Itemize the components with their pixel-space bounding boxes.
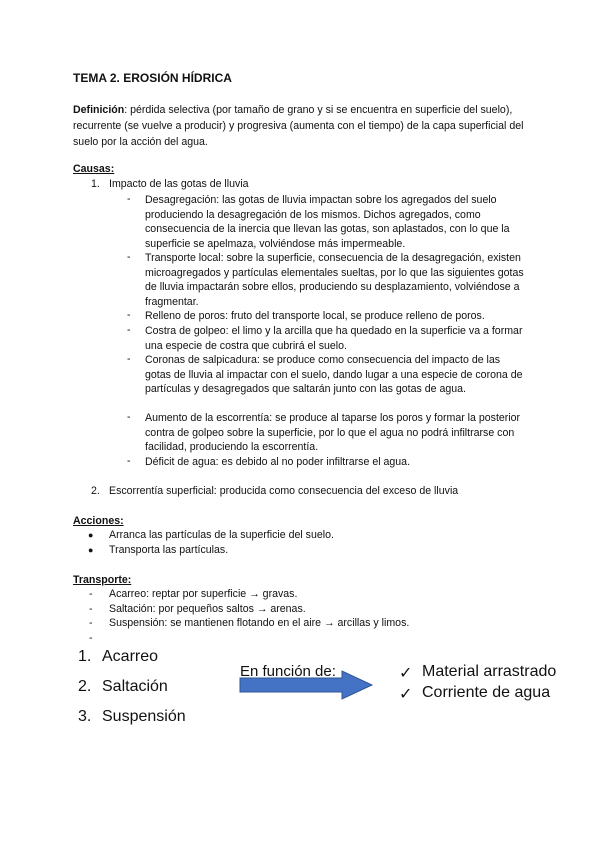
causas-item2-number: 2. bbox=[91, 485, 100, 497]
arrow-label: En función de: bbox=[240, 663, 336, 680]
causas-item2-text: Escorrentía superficial: producida como consecuencia del exceso de lluvia bbox=[109, 485, 459, 497]
figure-list-number: 1. bbox=[78, 648, 92, 665]
subitem-dash: - bbox=[127, 411, 131, 423]
causas-item1-number: 1. bbox=[91, 178, 100, 190]
acciones-item: Arranca las partículas de la superficie del suelo. bbox=[109, 529, 334, 541]
transporte-dash: - bbox=[89, 617, 93, 629]
subitem-dash: - bbox=[127, 353, 131, 365]
subitem-deficit-agua: Déficit de agua: es debido al no poder infiltrarse el agua. bbox=[145, 456, 411, 468]
subitem-desagregacion: Desagregación: las gotas de lluvia impactan sobre los agregados del suelo produciendo la desagregación de los mismos. Dichos agregados, como consecuencia de la inercia que llevan las gotas, son aplastados, con lo que la superficie se apelmaza, volviéndose más impermeable. bbox=[145, 194, 510, 250]
transporte-dash: - bbox=[89, 632, 93, 644]
causas-item1-text: Impacto de las gotas de lluvia bbox=[109, 178, 249, 190]
transporte-heading: Transporte: bbox=[73, 574, 132, 586]
subitem-dash: - bbox=[127, 251, 131, 263]
subitem-dash: - bbox=[127, 193, 131, 205]
subitem-transporte-local: Transporte local: sobre la superficie, consecuencia de la desagregación, existen microagregados y partículas elementales sueltas, por lo que las siguientes gotas de lluvia impactarán sobre ellos, produciendo su desplazamiento, volviéndose a fragmentar. bbox=[145, 252, 524, 308]
figure-list-acarreo: Acarreo bbox=[102, 648, 159, 665]
figure-list-saltacion: Saltación bbox=[102, 678, 168, 695]
bullet-icon: ● bbox=[88, 530, 94, 540]
figure-list-number: 3. bbox=[78, 708, 92, 725]
transporte-item-saltacion: Saltación: por pequeños saltos → arenas. bbox=[109, 603, 306, 615]
figure-list-suspension: Suspensión bbox=[102, 708, 186, 725]
subitem-costra-golpeo: Costra de golpeo: el limo y la arcilla que ha quedado en la superficie va a formar una especie de costra que cubrirá el suelo. bbox=[145, 325, 523, 352]
causas-heading: Causas: bbox=[73, 163, 115, 175]
checkmark-icon: ✓ bbox=[399, 665, 413, 682]
bullet-icon: ● bbox=[88, 545, 94, 555]
definition-text: : pérdida selectiva (por tamaño de grano y si se encuentra en superficie del suelo), recurrente (se vuelve a producir) y progresiva (aumenta con el tiempo) de la capa superficial del suelo por la acción del agua. bbox=[73, 104, 524, 148]
right-arrow-icon bbox=[238, 670, 374, 700]
transporte-item-acarreo: Acarreo: reptar por superficie → gravas. bbox=[109, 588, 298, 600]
check-corriente-agua: Corriente de agua bbox=[422, 684, 551, 701]
transporte-dash: - bbox=[89, 588, 93, 600]
subitem-dash: - bbox=[127, 324, 131, 336]
page-title: TEMA 2. EROSIÓN HÍDRICA bbox=[73, 71, 232, 85]
acciones-item: Transporta las partículas. bbox=[109, 544, 229, 556]
figure-list-number: 2. bbox=[78, 678, 92, 695]
subitem-dash: - bbox=[127, 455, 131, 467]
check-material-arrastrado: Material arrastrado bbox=[422, 663, 557, 680]
acciones-heading: Acciones: bbox=[73, 515, 124, 527]
transporte-dash: - bbox=[89, 603, 93, 615]
subitem-aumento-escorrentia: Aumento de la escorrentía: se produce al taparse los poros y formar la posterior contra de golpeo sobre la superficie, por lo que el agua no podrá infiltrarse con facilidad, produciendo la escorrentía. bbox=[145, 412, 521, 454]
subitem-relleno-poros: Relleno de poros: fruto del transporte local, se produce relleno de poros. bbox=[145, 310, 485, 322]
definition-label: Definición bbox=[73, 104, 125, 116]
definition-paragraph bbox=[73, 102, 533, 150]
subitem-dash: - bbox=[127, 309, 131, 321]
transporte-item-suspension: Suspensión: se mantienen flotando en el aire → arcillas y limos. bbox=[109, 617, 410, 629]
subitem-coronas-salpicadura: Coronas de salpicadura: se produce como consecuencia del impacto de las gotas de lluvia al impactar con el suelo, dando lugar a una especie de corona de partículas y desagregados que saltarán junto con las gotas de agua. bbox=[145, 354, 523, 396]
checkmark-icon: ✓ bbox=[399, 686, 413, 703]
